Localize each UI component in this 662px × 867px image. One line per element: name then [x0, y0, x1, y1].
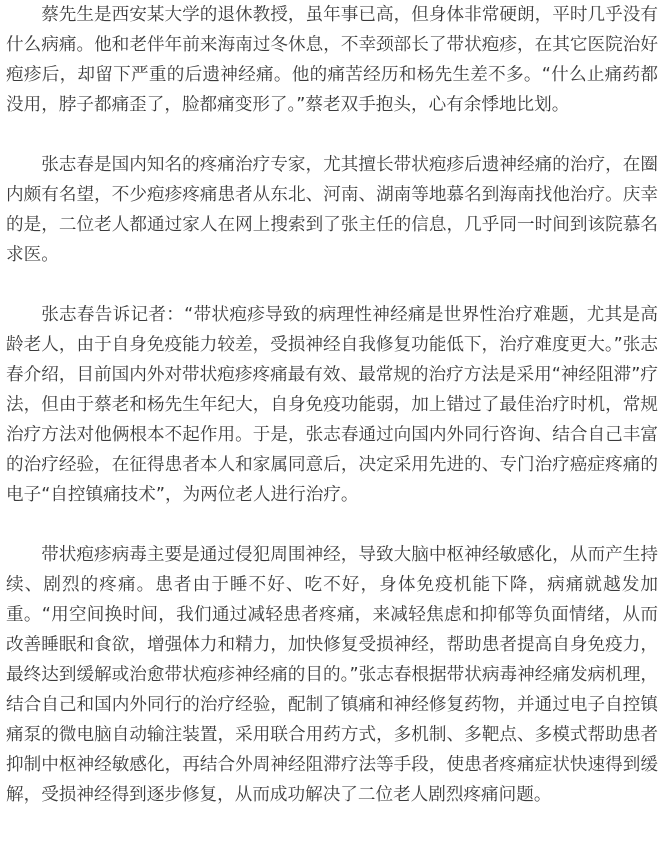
article-paragraph: 带状疱疹病毒主要是通过侵犯周围神经，导致大脑中枢神经敏感化，从而产生持续、剧烈的疼痛。患者由于睡不好、吃不好，身体免疫机能下降，病痛就越发加重。“用空间换时间，我们通过减轻患者疼痛，来减轻焦虑和抑郁等负面情绪，从而改善睡眠和食欲，增强体力和精力，加快修复受损神经，帮助患者提高自身免疫力，最终达到缓解或治愈带状疱疹神经痛的目的。”张志春根据带状病毒神经痛发病机理，结合自己和国内外同行的治疗经验，配制了镇痛和神经修复药物，并通过电子自控镇痛泵的微电脑自动输注装置，采用联合用药方式，多机制、多靶点、多模式帮助患者抑制中枢神经敏感化，再结合外周神经阻滞疗法等手段，使患者疼痛症状快速得到缓解，受损神经得到逐步修复，从而成功解决了二位老人剧烈疼痛问题。 [6, 545, 658, 805]
article-body [6, 0, 658, 810]
article-paragraph: 蔡先生是西安某大学的退休教授，虽年事已高，但身体非常硬朗，平时几乎没有什么病痛。他和老伴年前来海南过冬休息，不幸颈部长了带状疱疹，在其它医院治好疱疹后，却留下严重的后遗神经痛。他的痛苦经历和杨先生差不多。“什么止痛药都没用，脖子都痛歪了，脸都痛变形了。”蔡老双手抱头，心有余悸地比划。 [6, 5, 658, 115]
article-paragraph: 张志春是国内知名的疼痛治疗专家，尤其擅长带状疱疹后遗神经痛的治疗，在圈内颇有名望，不少疱疹疼痛患者从东北、河南、湖南等地慕名到海南找他治疗。庆幸的是，二位老人都通过家人在网上搜索到了张主任的信息，几乎同一时间到该院慕名求医。 [6, 155, 658, 265]
article-paragraph: 张志春告诉记者：“带状疱疹导致的病理性神经痛是世界性治疗难题，尤其是高龄老人，由于自身免疫能力较差，受损神经自我修复功能低下，治疗难度更大。”张志春介绍，目前国内外对带状疱疹疼痛最有效、最常规的治疗方法是采用“神经阻滞”疗法，但由于蔡老和杨先生年纪大，自身免疫功能弱，加上错过了最佳治疗时机，常规治疗方法对他俩根本不起作用。于是，张志春通过向国内外同行咨询、结合自己丰富的治疗经验，在征得患者本人和家属同意后，决定采用先进的、专门治疗癌症疼痛的电子“自控镇痛技术”，为两位老人进行治疗。 [6, 305, 658, 505]
